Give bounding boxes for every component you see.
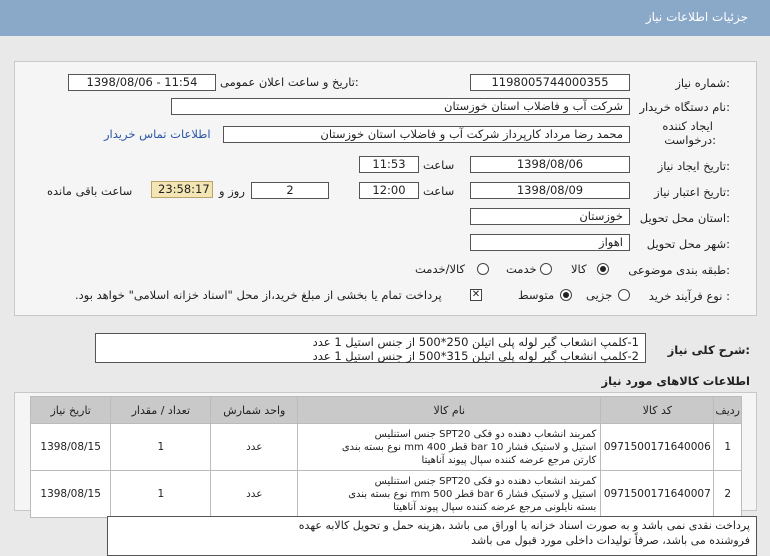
row-number: 2 [714,471,742,518]
valid-date-label: تاریخ اعتبار نیاز: [654,185,730,199]
announce-label: تاریخ و ساعت اعلان عمومی: [220,75,359,89]
process-label: نوع فرآیند خرید : [648,289,730,303]
buyer-note-line-2: فروشنده می باشد، صرفاً تولیدات داخلی مورد قبول می باشد [471,534,750,547]
col-name: نام کالا [298,397,601,424]
col-unit: واحد شمارش [211,397,298,424]
description-line-2: 2-کلمپ انشعاب گیر لوله پلی اتیلن 315*500 از جنس استیل 1 عدد [312,349,639,363]
days-label: روز و [219,184,245,198]
process-minor-radio[interactable] [618,289,630,301]
create-time-label: ساعت [423,158,455,172]
goods-name-line: استیل و لاستیک فشار bar 10 قطر mm 400 نوع بسته بندی [341,441,597,453]
process-medium-radio[interactable] [560,289,572,301]
col-row: ردیف [714,397,742,424]
category-label: طبقه بندی موضوعی: [628,263,730,277]
buyer-notes-box [107,516,757,556]
goods-table [30,396,742,518]
treasury-payment-checkbox[interactable]: ✕ [471,289,481,300]
goods-table-panel [14,392,757,511]
table-row [31,471,742,518]
description-label: شرح کلی نیاز: [667,343,750,357]
goods-name-line: کمربند انشعاب دهنده دو فکی SPT20 جنس استنلیس [374,475,597,487]
goods-name [298,424,601,471]
goods-qty: 1 [111,471,211,518]
remaining-timer: 23:58:17 [151,181,213,198]
category-both-label: کالا/خدمت [415,262,466,276]
details-panel [14,61,757,316]
goods-name [298,471,601,518]
goods-name-line: استیل و لاستیک فشار bar 6 قطر mm 500 نوع بسته بندی [348,488,597,500]
category-goods-radio[interactable] [597,263,609,275]
col-date: تاریخ نیاز [31,397,111,424]
goods-name-line: کمربند انشعاب دهنده دو فکی SPT20 جنس استنلیس [374,428,597,440]
create-date-label: تاریخ ایجاد نیاز: [657,159,730,173]
category-service-radio[interactable] [540,263,552,275]
create-date-field[interactable]: 1398/08/06 [470,156,630,173]
goods-name-line: بسته نایلونی مرجع عرضه کننده سپال پیوند آناهیتا [393,501,597,513]
title-bar [0,0,770,36]
buyer-field[interactable]: شرکت آب و فاضلاب استان خوزستان [171,98,630,115]
description-box [95,333,646,363]
treasury-payment-note: پرداخت تمام یا بخشی از مبلغ خرید،از محل "اسناد خزانه اسلامی" خواهد بود. [75,288,442,302]
valid-time-label: ساعت [423,184,455,198]
buyer-contact-link[interactable]: اطلاعات تماس خریدار [104,127,211,141]
category-goods-label: کالا [571,262,587,276]
goods-date: 1398/08/15 [31,424,111,471]
goods-code: 0971500171640007 [601,471,714,518]
description-line-1: 1-کلمپ انشعاب گیر لوله پلی اتیلن 250*500 از جنس استیل 1 عدد [312,335,639,349]
goods-unit: عدد [211,424,298,471]
col-code: کد کالا [601,397,714,424]
goods-unit: عدد [211,471,298,518]
province-field[interactable]: خوزستان [470,208,630,225]
announce-field[interactable]: 1398/08/06 - 11:54 [68,74,216,91]
buyer-note-line-1: پرداخت نقدی نمی باشد و به صورت اسناد خزانه یا اوراق می باشد ،هزینه حمل و تحویل کالابه عهده [298,519,750,532]
valid-date-field[interactable]: 1398/08/09 [470,182,630,199]
need-number-field[interactable]: 1198005744000355 [470,74,630,91]
goods-qty: 1 [111,424,211,471]
table-row [31,424,742,471]
buyer-label: نام دستگاه خریدار: [639,100,730,114]
goods-name-line: کارتن مرجع عرضه کننده سپال پیوند آناهیتا [421,454,597,466]
process-minor-label: جزیی [586,288,613,302]
remaining-label: ساعت باقی مانده [47,184,133,198]
goods-section-title: اطلاعات کالاهای مورد نیاز [601,374,750,388]
province-label: استان محل تحویل: [639,211,730,225]
creator-label-2: درخواست: [664,133,716,147]
goods-code: 0971500171640006 [601,424,714,471]
page-title: جزئیات اطلاعات نیاز [645,10,748,24]
category-both-radio[interactable] [477,263,489,275]
goods-date: 1398/08/15 [31,471,111,518]
row-number: 1 [714,424,742,471]
col-qty: تعداد / مقدار [111,397,211,424]
creator-label-1: ایجاد کننده [662,119,713,133]
city-field[interactable]: اهواز [470,234,630,251]
need-number-label: شماره نیاز: [675,76,730,90]
city-label: شهر محل تحویل: [646,237,730,251]
creator-field[interactable]: محمد رضا مرداد کارپرداز شرکت آب و فاضلاب استان خوزستان [223,126,630,143]
valid-time-field[interactable]: 12:00 [359,182,419,199]
create-time-field[interactable]: 11:53 [359,156,419,173]
process-medium-label: متوسط [518,288,555,302]
category-service-label: خدمت [506,262,537,276]
days-field[interactable]: 2 [251,182,329,199]
